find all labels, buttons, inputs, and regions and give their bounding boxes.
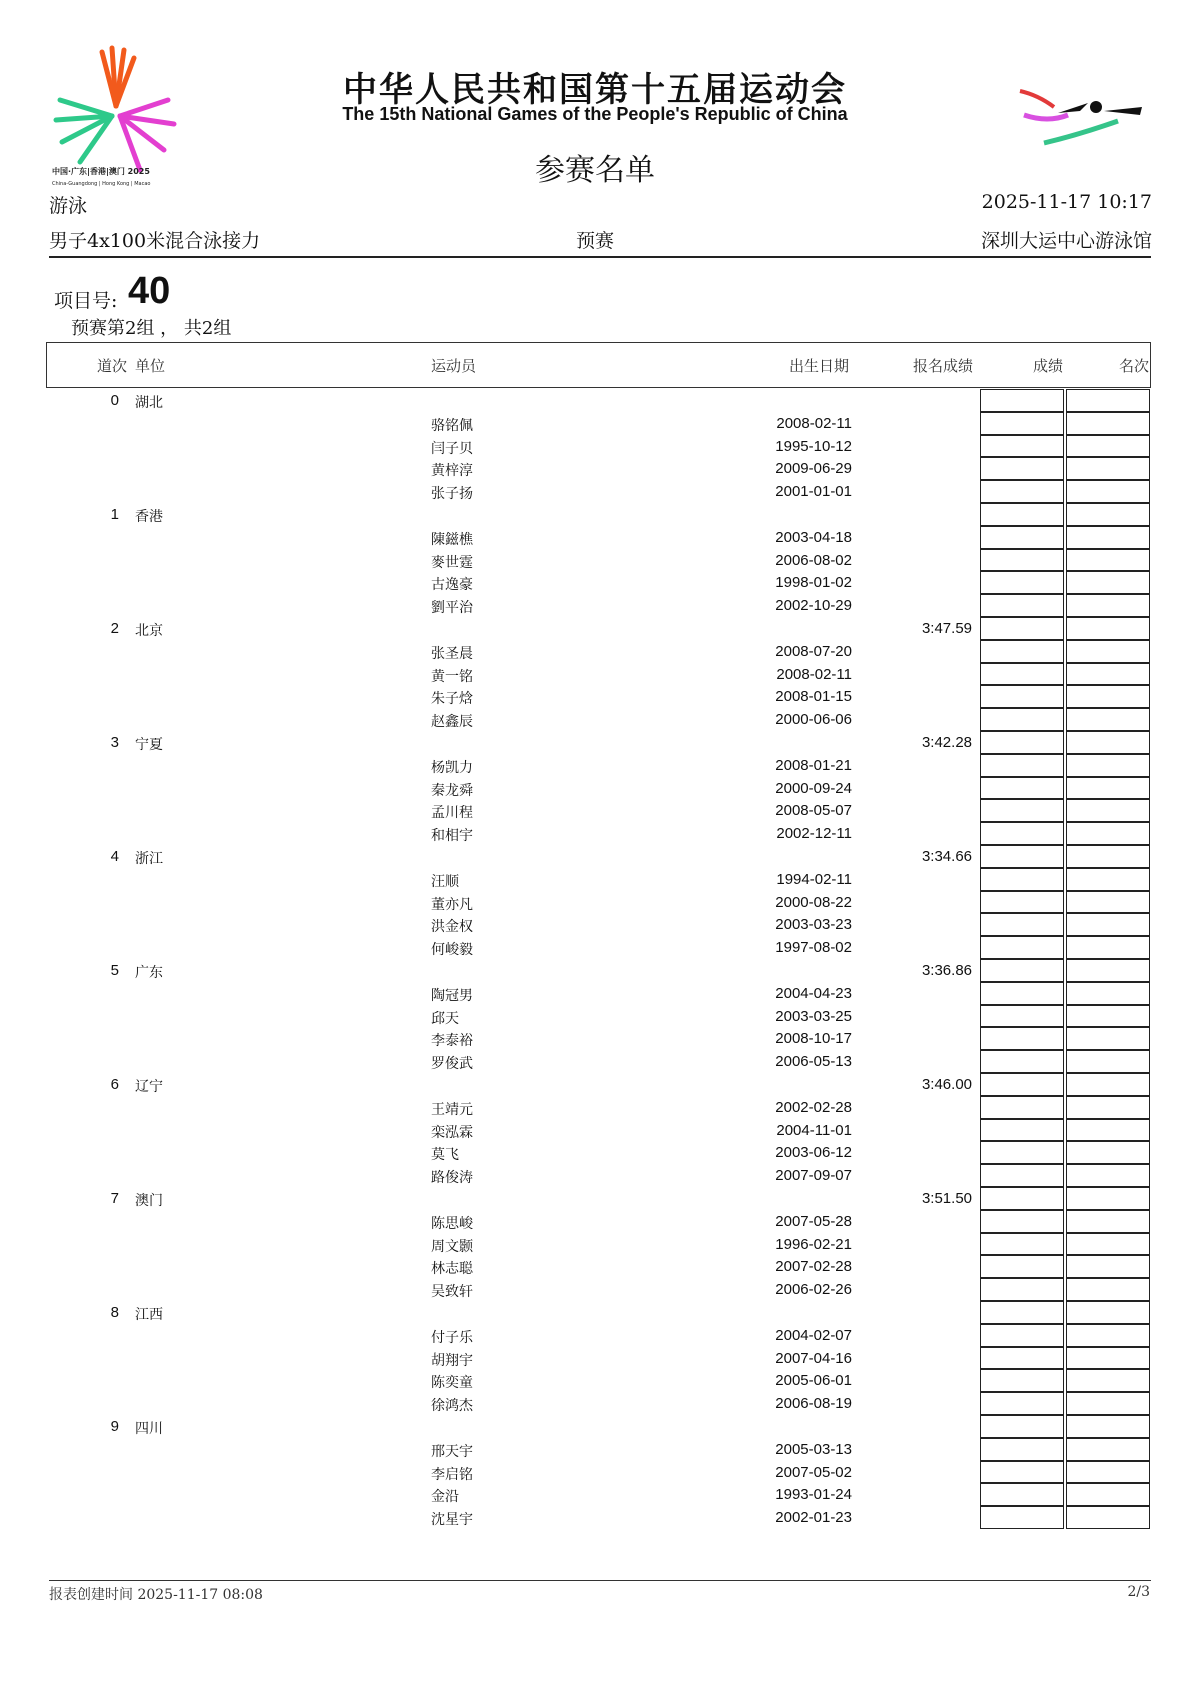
result-cell bbox=[980, 435, 1064, 458]
result-cell bbox=[980, 617, 1064, 640]
rank-cell bbox=[1066, 868, 1150, 891]
athlete-name: 金沿 bbox=[431, 1489, 459, 1506]
rank-cell bbox=[1066, 822, 1150, 845]
rank-cell bbox=[1066, 571, 1150, 594]
rank-cell bbox=[1066, 731, 1150, 754]
birth-date: 2008-05-07 bbox=[775, 802, 852, 820]
result-cell bbox=[980, 1141, 1064, 1164]
birth-date: 2002-12-11 bbox=[776, 825, 852, 843]
team-unit: 辽宁 bbox=[135, 1079, 163, 1095]
lane-number: 8 bbox=[110, 1304, 119, 1321]
rank-cell bbox=[1066, 1278, 1150, 1301]
birth-date: 2008-10-17 bbox=[775, 1030, 852, 1048]
rank-cell bbox=[1066, 617, 1150, 640]
birth-date: 1997-08-02 bbox=[775, 939, 852, 957]
birth-date: 2000-09-24 bbox=[775, 779, 852, 797]
birth-date: 2006-05-13 bbox=[775, 1053, 852, 1071]
team-row bbox=[0, 1187, 1190, 1210]
rank-cell bbox=[1066, 1506, 1150, 1529]
games-title-cn: 中华人民共和国第十五届运动会 bbox=[343, 70, 847, 110]
print-datetime: 2025-11-17 10:17 bbox=[981, 191, 1152, 213]
sport-name: 游泳 bbox=[49, 195, 88, 217]
rank-cell bbox=[1066, 1119, 1150, 1142]
team-unit: 浙江 bbox=[135, 851, 163, 867]
athlete-row bbox=[0, 822, 1190, 845]
athlete-row bbox=[0, 891, 1190, 914]
athlete-name: 陈思峻 bbox=[431, 1215, 473, 1232]
rank-cell bbox=[1066, 936, 1150, 959]
result-cell bbox=[980, 1301, 1064, 1324]
entry-time: 3:46.00 bbox=[921, 1076, 972, 1093]
birth-date: 2006-02-26 bbox=[775, 1281, 852, 1299]
col-result: 成绩 bbox=[1033, 357, 1064, 375]
birth-date: 2008-01-15 bbox=[775, 688, 852, 706]
result-cell bbox=[980, 1164, 1064, 1187]
athlete-name: 朱子焓 bbox=[431, 691, 473, 708]
athlete-row bbox=[0, 1369, 1190, 1392]
rank-cell bbox=[1066, 1369, 1150, 1392]
birth-date: 2007-04-16 bbox=[775, 1349, 852, 1367]
result-cell bbox=[980, 1005, 1064, 1028]
birth-date: 2007-05-02 bbox=[775, 1463, 852, 1481]
athlete-row bbox=[0, 457, 1190, 480]
col-athlete: 运动员 bbox=[431, 357, 477, 375]
athlete-row bbox=[0, 1096, 1190, 1119]
event-number-label: 项目号: bbox=[54, 290, 118, 312]
birth-date: 2007-02-28 bbox=[775, 1258, 852, 1276]
athlete-row bbox=[0, 1278, 1190, 1301]
lane-number: 3 bbox=[110, 734, 119, 751]
athlete-row bbox=[0, 1233, 1190, 1256]
result-cell bbox=[980, 1210, 1064, 1233]
athlete-name: 骆铭佩 bbox=[431, 417, 473, 434]
team-unit: 广东 bbox=[135, 965, 163, 981]
result-cell bbox=[980, 891, 1064, 914]
athlete-row bbox=[0, 1050, 1190, 1073]
rank-cell bbox=[1066, 1301, 1150, 1324]
lane-number: 7 bbox=[110, 1190, 119, 1207]
rank-cell bbox=[1066, 1255, 1150, 1278]
lane-number: 6 bbox=[110, 1076, 119, 1093]
result-cell bbox=[980, 1461, 1064, 1484]
athlete-name: 何峻毅 bbox=[431, 942, 473, 959]
birth-date: 2002-01-23 bbox=[775, 1509, 852, 1527]
team-unit: 北京 bbox=[135, 623, 163, 639]
rank-cell bbox=[1066, 1233, 1150, 1256]
phase: 预赛 bbox=[575, 230, 614, 252]
result-cell bbox=[980, 503, 1064, 526]
team-row bbox=[0, 731, 1190, 754]
team-row bbox=[0, 1415, 1190, 1438]
result-cell bbox=[980, 913, 1064, 936]
athlete-name: 杨凯力 bbox=[431, 759, 473, 776]
birth-date: 2001-01-01 bbox=[775, 483, 852, 501]
rank-cell bbox=[1066, 435, 1150, 458]
result-cell bbox=[980, 480, 1064, 503]
birth-date: 1998-01-02 bbox=[775, 574, 852, 592]
result-cell bbox=[980, 1483, 1064, 1506]
result-cell bbox=[980, 1096, 1064, 1119]
athlete-name: 赵鑫辰 bbox=[431, 714, 473, 731]
rank-cell bbox=[1066, 845, 1150, 868]
athlete-row bbox=[0, 1324, 1190, 1347]
athlete-name: 洪金权 bbox=[431, 919, 473, 936]
birth-date: 2003-03-25 bbox=[775, 1007, 852, 1025]
birth-date: 2004-11-01 bbox=[776, 1121, 852, 1139]
team-unit: 香港 bbox=[135, 509, 163, 525]
birth-date: 2003-06-12 bbox=[775, 1144, 852, 1162]
birth-date: 2005-06-01 bbox=[775, 1372, 852, 1390]
athlete-row bbox=[0, 1027, 1190, 1050]
athlete-row bbox=[0, 754, 1190, 777]
rank-cell bbox=[1066, 1027, 1150, 1050]
result-cell bbox=[980, 663, 1064, 686]
birth-date: 2003-03-23 bbox=[775, 916, 852, 934]
event-name: 男子4x100米混合泳接力 bbox=[49, 230, 261, 252]
result-cell bbox=[980, 1255, 1064, 1278]
result-cell bbox=[980, 868, 1064, 891]
athlete-name: 汪顺 bbox=[431, 873, 459, 890]
lane-number: 9 bbox=[110, 1418, 119, 1435]
birth-date: 2000-06-06 bbox=[775, 711, 852, 729]
result-cell bbox=[980, 457, 1064, 480]
result-cell bbox=[980, 1027, 1064, 1050]
athlete-row bbox=[0, 480, 1190, 503]
birth-date: 2004-02-07 bbox=[775, 1326, 852, 1344]
col-dob: 出生日期 bbox=[789, 357, 850, 375]
page-number: 2/3 bbox=[1127, 1584, 1150, 1600]
team-row bbox=[0, 1301, 1190, 1324]
birth-date: 2008-02-11 bbox=[776, 414, 852, 432]
athlete-row bbox=[0, 640, 1190, 663]
rank-cell bbox=[1066, 1461, 1150, 1484]
athlete-row bbox=[0, 1506, 1190, 1529]
rank-cell bbox=[1066, 913, 1150, 936]
svg-text:中国·广东|香港|澳门 2025: 中国·广东|香港|澳门 2025 bbox=[52, 167, 150, 176]
rank-cell bbox=[1066, 1164, 1150, 1187]
athlete-row bbox=[0, 435, 1190, 458]
rank-cell bbox=[1066, 1415, 1150, 1438]
result-cell bbox=[980, 1506, 1064, 1529]
rank-cell bbox=[1066, 480, 1150, 503]
team-row bbox=[0, 1073, 1190, 1096]
athlete-row bbox=[0, 1392, 1190, 1415]
athlete-row bbox=[0, 594, 1190, 617]
athlete-row bbox=[0, 1347, 1190, 1370]
athlete-name: 徐鸿杰 bbox=[431, 1398, 473, 1415]
rank-cell bbox=[1066, 799, 1150, 822]
birth-date: 2008-02-11 bbox=[776, 665, 852, 683]
team-row bbox=[0, 389, 1190, 412]
athlete-row bbox=[0, 913, 1190, 936]
athlete-name: 麥世霆 bbox=[431, 554, 473, 571]
athlete-row bbox=[0, 799, 1190, 822]
team-row bbox=[0, 503, 1190, 526]
birth-date: 2002-02-28 bbox=[775, 1098, 852, 1116]
rank-cell bbox=[1066, 1050, 1150, 1073]
athlete-row bbox=[0, 1005, 1190, 1028]
result-cell bbox=[980, 754, 1064, 777]
birth-date: 1996-02-21 bbox=[775, 1235, 852, 1253]
result-cell bbox=[980, 640, 1064, 663]
athlete-name: 罗俊武 bbox=[431, 1056, 473, 1073]
athlete-name: 张子扬 bbox=[431, 486, 473, 503]
athlete-row bbox=[0, 571, 1190, 594]
athlete-row bbox=[0, 412, 1190, 435]
athlete-name: 李启铭 bbox=[431, 1466, 473, 1483]
lane-number: 2 bbox=[110, 620, 119, 637]
rank-cell bbox=[1066, 503, 1150, 526]
birth-date: 2002-10-29 bbox=[775, 597, 852, 615]
result-cell bbox=[980, 1324, 1064, 1347]
athlete-row bbox=[0, 982, 1190, 1005]
entry-time: 3:51.50 bbox=[921, 1190, 972, 1207]
rank-cell bbox=[1066, 1096, 1150, 1119]
team-unit: 澳门 bbox=[135, 1193, 163, 1209]
rank-cell bbox=[1066, 777, 1150, 800]
result-cell bbox=[980, 777, 1064, 800]
col-rank: 名次 bbox=[1119, 357, 1150, 375]
athlete-name: 沈星宇 bbox=[431, 1512, 473, 1529]
footer-divider bbox=[49, 1580, 1151, 1581]
team-unit: 江西 bbox=[135, 1307, 163, 1323]
birth-date: 2004-04-23 bbox=[775, 984, 852, 1002]
athlete-name: 李泰裕 bbox=[431, 1033, 473, 1050]
athlete-name: 闫子贝 bbox=[431, 440, 473, 457]
result-cell bbox=[980, 708, 1064, 731]
result-cell bbox=[980, 1050, 1064, 1073]
result-cell bbox=[980, 1415, 1064, 1438]
rank-cell bbox=[1066, 1324, 1150, 1347]
result-cell bbox=[980, 959, 1064, 982]
event-number: 40 bbox=[128, 270, 171, 312]
team-row bbox=[0, 617, 1190, 640]
rank-cell bbox=[1066, 457, 1150, 480]
birth-date: 2006-08-19 bbox=[775, 1395, 852, 1413]
rank-cell bbox=[1066, 708, 1150, 731]
athlete-row bbox=[0, 1210, 1190, 1233]
result-cell bbox=[980, 936, 1064, 959]
athlete-row bbox=[0, 1483, 1190, 1506]
team-unit: 湖北 bbox=[135, 395, 163, 411]
result-cell bbox=[980, 526, 1064, 549]
athlete-name: 栾泓霖 bbox=[431, 1124, 473, 1141]
rank-cell bbox=[1066, 1210, 1150, 1233]
result-cell bbox=[980, 1347, 1064, 1370]
athlete-name: 孟川程 bbox=[431, 805, 473, 822]
rank-cell bbox=[1066, 1438, 1150, 1461]
athlete-row bbox=[0, 777, 1190, 800]
result-cell bbox=[980, 1073, 1064, 1096]
rank-cell bbox=[1066, 1005, 1150, 1028]
result-cell bbox=[980, 845, 1064, 868]
athlete-name: 张圣晨 bbox=[431, 645, 473, 662]
entry-time: 3:34.66 bbox=[921, 848, 972, 865]
rank-cell bbox=[1066, 526, 1150, 549]
result-cell bbox=[980, 389, 1064, 412]
athlete-name: 林志聪 bbox=[431, 1261, 473, 1278]
result-cell bbox=[980, 1119, 1064, 1142]
athlete-name: 陳鎡樵 bbox=[431, 531, 473, 548]
rank-cell bbox=[1066, 663, 1150, 686]
rank-cell bbox=[1066, 1073, 1150, 1096]
athlete-name: 邱天 bbox=[431, 1010, 459, 1027]
team-unit: 宁夏 bbox=[135, 737, 163, 753]
rank-cell bbox=[1066, 640, 1150, 663]
result-cell bbox=[980, 1438, 1064, 1461]
athlete-name: 王靖元 bbox=[431, 1101, 473, 1118]
heat-info: 预赛第2组 ， 共2组 bbox=[71, 318, 232, 339]
rank-cell bbox=[1066, 549, 1150, 572]
lane-number: 1 bbox=[110, 506, 119, 523]
athlete-name: 周文颢 bbox=[431, 1238, 473, 1255]
athlete-name: 莫飞 bbox=[431, 1147, 459, 1164]
athlete-row bbox=[0, 1461, 1190, 1484]
athlete-row bbox=[0, 936, 1190, 959]
rank-cell bbox=[1066, 594, 1150, 617]
athlete-name: 吴致轩 bbox=[431, 1284, 473, 1301]
birth-date: 1995-10-12 bbox=[775, 437, 852, 455]
table-header bbox=[46, 342, 1151, 388]
result-cell bbox=[980, 822, 1064, 845]
rank-cell bbox=[1066, 1392, 1150, 1415]
entry-time: 3:42.28 bbox=[921, 734, 972, 751]
birth-date: 2005-03-13 bbox=[775, 1440, 852, 1458]
birth-date: 2007-09-07 bbox=[775, 1167, 852, 1185]
result-cell bbox=[980, 731, 1064, 754]
result-cell bbox=[980, 1187, 1064, 1210]
athlete-name: 胡翔宇 bbox=[431, 1352, 473, 1369]
birth-date: 2009-06-29 bbox=[775, 460, 852, 478]
result-cell bbox=[980, 1233, 1064, 1256]
result-cell bbox=[980, 571, 1064, 594]
lane-number: 5 bbox=[110, 962, 119, 979]
report-created-time: 报表创建时间 2025-11-17 08:08 bbox=[49, 1587, 263, 1603]
result-cell bbox=[980, 799, 1064, 822]
athlete-name: 古逸豪 bbox=[431, 577, 473, 594]
rank-cell bbox=[1066, 1187, 1150, 1210]
col-entry: 报名成绩 bbox=[913, 357, 974, 375]
birth-date: 2000-08-22 bbox=[775, 893, 852, 911]
birth-date: 2008-01-21 bbox=[775, 756, 852, 774]
athlete-row bbox=[0, 1119, 1190, 1142]
athlete-name: 劉平治 bbox=[431, 600, 473, 617]
athlete-row bbox=[0, 868, 1190, 891]
athlete-name: 邢天宇 bbox=[431, 1443, 473, 1460]
rank-cell bbox=[1066, 389, 1150, 412]
birth-date: 2008-07-20 bbox=[775, 642, 852, 660]
col-unit: 单位 bbox=[135, 357, 166, 375]
result-cell bbox=[980, 1392, 1064, 1415]
entry-time: 3:36.86 bbox=[921, 962, 972, 979]
rank-cell bbox=[1066, 1141, 1150, 1164]
athlete-name: 秦龙舜 bbox=[431, 782, 473, 799]
col-lane: 道次 bbox=[97, 357, 128, 375]
athlete-row bbox=[0, 1141, 1190, 1164]
result-cell bbox=[980, 685, 1064, 708]
athlete-name: 路俊涛 bbox=[431, 1170, 473, 1187]
result-cell bbox=[980, 982, 1064, 1005]
birth-date: 2007-05-28 bbox=[775, 1212, 852, 1230]
athlete-row bbox=[0, 526, 1190, 549]
athlete-name: 陶冠男 bbox=[431, 987, 473, 1004]
birth-date: 2006-08-02 bbox=[775, 551, 852, 569]
rank-cell bbox=[1066, 959, 1150, 982]
team-unit: 四川 bbox=[135, 1421, 163, 1437]
athlete-row bbox=[0, 685, 1190, 708]
svg-text:China-Guangdong | Hong Kong |: China-Guangdong | Hong Kong | Macao bbox=[52, 181, 151, 187]
lane-number: 0 bbox=[110, 392, 119, 409]
result-cell bbox=[980, 1369, 1064, 1392]
athlete-name: 黄一铭 bbox=[431, 668, 473, 685]
athlete-name: 董亦凡 bbox=[431, 896, 473, 913]
document-title: 参赛名单 bbox=[535, 153, 655, 188]
rank-cell bbox=[1066, 412, 1150, 435]
athlete-name: 和相宇 bbox=[431, 828, 473, 845]
athlete-name: 陈奕童 bbox=[431, 1375, 473, 1392]
result-cell bbox=[980, 1278, 1064, 1301]
venue: 深圳大运中心游泳馆 bbox=[980, 230, 1152, 252]
rank-cell bbox=[1066, 1483, 1150, 1506]
athlete-name: 黄梓淳 bbox=[431, 463, 473, 480]
athlete-row bbox=[0, 1255, 1190, 1278]
result-cell bbox=[980, 412, 1064, 435]
team-row bbox=[0, 845, 1190, 868]
rank-cell bbox=[1066, 982, 1150, 1005]
result-cell bbox=[980, 594, 1064, 617]
rank-cell bbox=[1066, 685, 1150, 708]
rank-cell bbox=[1066, 891, 1150, 914]
entry-time: 3:47.59 bbox=[921, 620, 972, 637]
birth-date: 2003-04-18 bbox=[775, 528, 852, 546]
lane-number: 4 bbox=[110, 848, 119, 865]
rank-cell bbox=[1066, 754, 1150, 777]
result-cell bbox=[980, 549, 1064, 572]
birth-date: 1994-02-11 bbox=[776, 870, 852, 888]
birth-date: 1993-01-24 bbox=[775, 1486, 852, 1504]
athlete-row bbox=[0, 663, 1190, 686]
athlete-row bbox=[0, 549, 1190, 572]
team-row bbox=[0, 959, 1190, 982]
athlete-row bbox=[0, 708, 1190, 731]
athlete-row bbox=[0, 1438, 1190, 1461]
games-title-en: The 15th National Games of the People's Republic of China bbox=[342, 104, 848, 124]
athlete-row bbox=[0, 1164, 1190, 1187]
header-divider bbox=[49, 256, 1151, 258]
athlete-name: 付子乐 bbox=[431, 1329, 473, 1346]
rank-cell bbox=[1066, 1347, 1150, 1370]
